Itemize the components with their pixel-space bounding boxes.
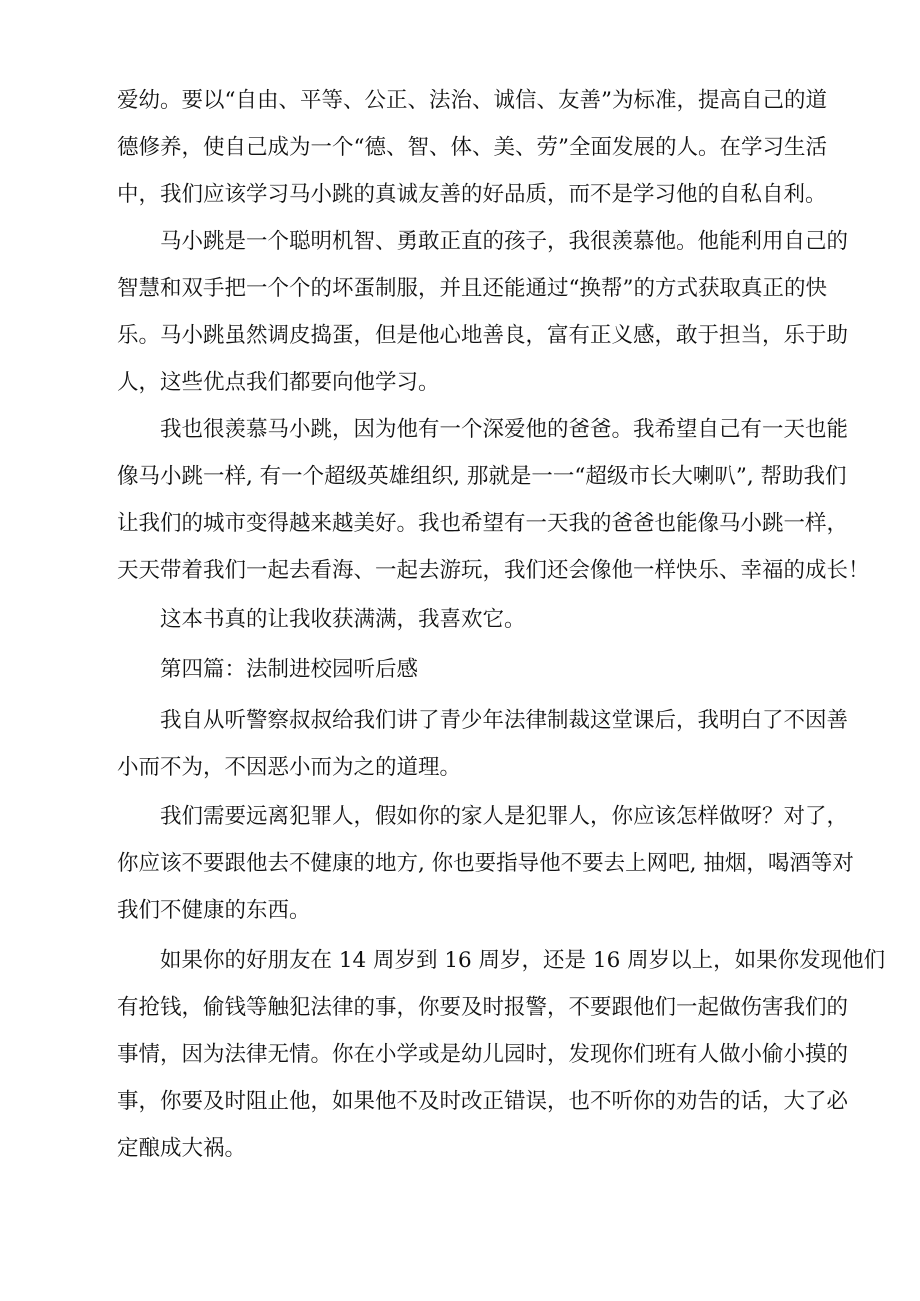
text-line: 这本书真的让我收获满满，我喜欢它。 [160, 607, 526, 632]
text-line: 定酿成大祸。 [117, 1136, 247, 1161]
text-line: 如果你的好朋友在 14 周岁到 16 周岁，还是 16 周岁以上，如果你发现他们 [160, 948, 886, 973]
text-line: 德修养，使自己成为一个“德、智、体、美、劳”全面发展的人。在学习生活 [117, 135, 827, 160]
text-line: 事，你要及时阻止他，如果他不及时改正错误，也不听你的劝告的话，大了必 [117, 1089, 849, 1114]
text-line: 让我们的城市变得越来越美好。我也希望有一天我的爸爸也能像马小跳一样， [117, 511, 849, 536]
text-line: 事情，因为法律无情。你在小学或是幼儿园时，发现你们班有人做小偷小摸的 [117, 1042, 849, 1067]
text-line: 小而不为，不因恶小而为之的道理。 [117, 755, 462, 780]
text-line: 你应该不要跟他去不健康的地方, 你也要指导他不要去上网吧, 抽烟，喝酒等对 [117, 851, 854, 876]
text-line: 智慧和双手把一个个的坏蛋制服，并且还能通过“换帮”的方式获取真正的快 [117, 276, 827, 301]
text-line: 人，这些优点我们都要向他学习。 [117, 370, 440, 395]
text-line: 我也很羡慕马小跳，因为他有一个深爱他的爸爸。我希望自己有一天也能 [160, 417, 849, 442]
text-line: 我们需要远离犯罪人，假如你的家人是犯罪人，你应该怎样做呀？对了， [160, 804, 849, 829]
text-line: 中，我们应该学习马小跳的真诚友善的好品质，而不是学习他的自私自利。 [117, 182, 827, 207]
text-line: 爱幼。要以“自由、平等、公正、法治、诚信、友善”为标准，提高自己的道 [117, 88, 827, 113]
section-heading: 第四篇：法制进校园听后感 [160, 657, 419, 682]
text-line: 马小跳是一个聪明机智、勇敢正直的孩子，我很羡慕他。他能利用自己的 [160, 229, 849, 254]
text-line: 像马小跳一样, 有一个超级英雄组织, 那就是一一“超级市长大喇叭”, 帮助我们 [117, 464, 847, 489]
text-line: 有抢钱，偷钱等触犯法律的事，你要及时报警，不要跟他们一起做伤害我们的 [117, 995, 849, 1020]
text-line: 天天带着我们一起去看海、一起去游玩，我们还会像他一样快乐、幸福的成长！ [117, 558, 870, 583]
text-line: 我们不健康的东西。 [117, 898, 311, 923]
text-line: 乐。马小跳虽然调皮捣蛋，但是他心地善良，富有正义感，敢于担当，乐于助 [117, 323, 849, 348]
text-line: 我自从听警察叔叔给我们讲了青少年法律制裁这堂课后，我明白了不因善 [160, 708, 849, 733]
